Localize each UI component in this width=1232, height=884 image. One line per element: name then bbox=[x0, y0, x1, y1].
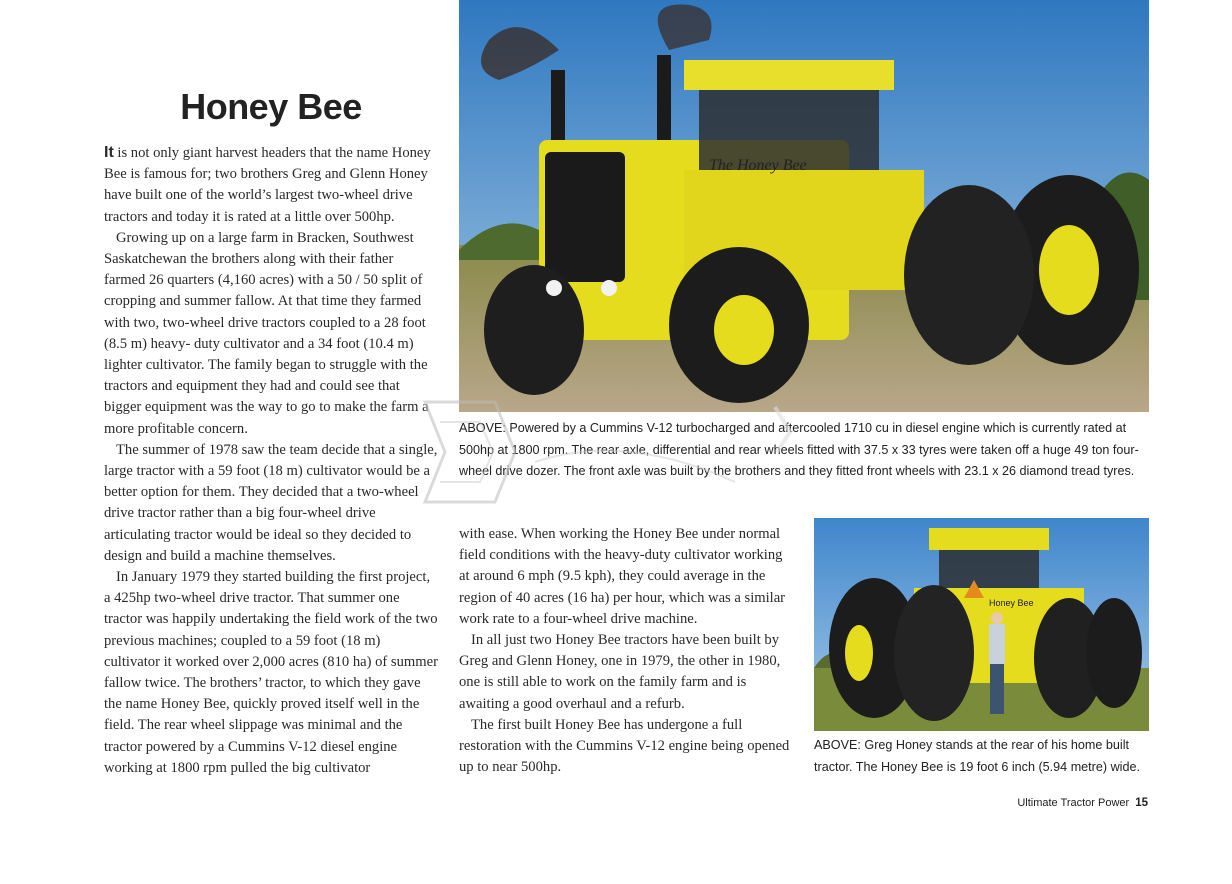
paragraph: In all just two Honey Bee tractors have been built by Greg and Glenn Honey, one in 1979, the other in 1980, one is still able to work on the family farm and is awaiting a good overhaul and a refurb. bbox=[459, 632, 781, 712]
body-column-middle bbox=[459, 524, 794, 778]
article-title: Honey Bee bbox=[180, 86, 362, 127]
tractor-with-person-illustration bbox=[814, 518, 1149, 731]
paragraph: Growing up on a large farm in Bracken, Southwest Saskatchewan the brothers along with their father farmed 26 quarters (4,160 acres) with a 50 / 50 split of cropping and summer fallow. At that time they farmed with two, two-wheel drive tractors coupled to a 28 foot (8.5 m) heavy- duty cultivator and a 34 foot (10.4 m) lighter cultivator. The family began to struggle with the tractors and equipment they had and could see that bigger equipment was the way to go to make the farm a more profitable concern. bbox=[104, 229, 429, 437]
greg-honey-photo bbox=[814, 518, 1149, 731]
small-photo-caption: ABOVE: Greg Honey stands at the rear of his home built tractor. The Honey Bee is 19 foot 6 inch (5.94 metre) wide. bbox=[814, 738, 1140, 774]
paragraph: with ease. When working the Honey Bee under normal field conditions with the heavy-duty cultivator working at around 6 mph (9.5 kph), they could average in the region of 40 acres (16 ha) per hour, which was a similar work rate to a four-wheel drive machine. bbox=[459, 526, 786, 627]
paragraph: It is not only giant harvest headers that the name Honey Bee is famous for; two brothers Greg and Glenn Honey have built one of the world’s largest two-wheel drive tractors and today it is rated at a little over 500hp. bbox=[104, 144, 431, 225]
paragraph: The summer of 1978 saw the team decide that a single, large tractor with a 59 foot (18 m) cultivator would be a better option for them. They decided that a two-wheel drive tractor rather than a big four-wheel drive articulating tractor would be ideal so they decided to design and build a machine themselves. bbox=[104, 441, 438, 564]
drop-cap: It bbox=[104, 144, 114, 161]
tractor-decal-text: Honey Bee bbox=[989, 598, 1034, 608]
book-title: Ultimate Tractor Power bbox=[1017, 797, 1130, 809]
page-number: 15 bbox=[1135, 797, 1148, 809]
paragraph: The first built Honey Bee has undergone a full restoration with the Cummins V-12 engine being opened up to near 500hp. bbox=[459, 716, 790, 776]
tractor-decal-text: The Honey Bee bbox=[709, 157, 807, 174]
tractor-illustration bbox=[459, 0, 1149, 412]
body-column-left bbox=[104, 142, 438, 779]
page-footer bbox=[1017, 797, 1148, 809]
paragraph: In January 1979 they started building the first project, a 425hp two-wheel drive tractor. That summer one tractor was happily undertaking the field work of the two previous machines; coupled to a 59 foot (18 m) cultivator it worked over 2,000 acres (810 ha) of summer fallow twice. The brothers’ tractor, to which they gave the name Honey Bee, quickly proved itself well in the field. The rear wheel slippage was minimal and the tractor powered by a Cummins V-12 diesel engine working at 1800 rpm pulled the big cultivator bbox=[104, 569, 438, 776]
main-photo-caption: ABOVE: Powered by a Cummins V-12 turbocharged and aftercooled 1710 cu in diesel engine which is currently rated at 500hp at 1800 rpm. The rear axle, differential and rear wheels fitted with 37.5 x 33 tyres were taken off a huge 49 ton four-wheel drive dozer. The front axle was built by the brothers and they fitted front wheels with 23.1 x 26 diamond tread tyres. bbox=[459, 421, 1139, 478]
main-tractor-photo bbox=[459, 0, 1149, 412]
